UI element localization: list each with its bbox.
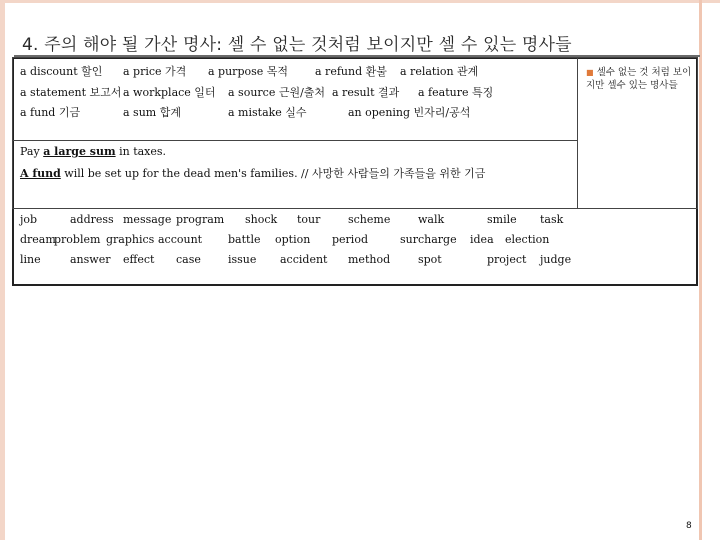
grid-word: walk — [418, 213, 445, 226]
grid-word: account — [158, 233, 203, 246]
grid-word: message — [123, 213, 172, 226]
grid-word: effect — [123, 253, 155, 266]
example-sentence-1: Pay a large sum in taxes. — [20, 145, 167, 158]
grid-word: case — [176, 253, 201, 266]
noun-item: a workplace 일터 — [123, 86, 216, 99]
grid-word: issue — [228, 253, 257, 266]
grid-word: dream — [20, 233, 56, 246]
noun-item: a relation 관계 — [400, 65, 479, 78]
grid-word: election — [505, 233, 550, 246]
noun-item: a mistake 실수 — [228, 106, 307, 119]
side-note-text: 셀수 없는 것 처럼 보이지만 셀수 있는 명사들 — [586, 67, 692, 91]
grid-word: surcharge — [400, 233, 457, 246]
noun-item: a statement 보고서 — [20, 86, 122, 99]
noun-item: a sum 합계 — [123, 106, 181, 119]
highlighted-phrase: A fund — [20, 167, 61, 180]
page-number: 8 — [686, 521, 692, 531]
grid-word: address — [70, 213, 114, 226]
grid-word: problem — [54, 233, 101, 246]
grid-word: project — [487, 253, 527, 266]
grid-word: period — [332, 233, 368, 246]
noun-item: a refund 환불 — [315, 65, 387, 78]
example-sentence-2: A fund will be set up for the dead men's families. // 사망한 사람들의 가족들을 위한 기금 — [20, 167, 486, 180]
noun-item: a fund 기금 — [20, 106, 81, 119]
grid-word: tour — [297, 213, 321, 226]
slide-title: 4. 주의 해야 될 가산 명사: 셀 수 없는 것처럼 보이지만 셀 수 있는 명사들 — [22, 35, 572, 55]
side-note — [586, 66, 692, 92]
grid-word: answer — [70, 253, 111, 266]
grid-word: spot — [418, 253, 442, 266]
grid-word: scheme — [348, 213, 391, 226]
bullet-icon: ■ — [586, 68, 594, 77]
grid-word: idea — [470, 233, 494, 246]
highlighted-phrase: a large sum — [43, 145, 116, 158]
noun-item: a discount 할인 — [20, 65, 103, 78]
grid-word: smile — [487, 213, 517, 226]
grid-word: option — [275, 233, 311, 246]
grid-word: task — [540, 213, 564, 226]
noun-item: a source 근원/출처 — [228, 86, 326, 99]
grid-word: battle — [228, 233, 261, 246]
left-frame-bar — [0, 0, 5, 540]
grid-word: method — [348, 253, 391, 266]
grid-word: graphics — [106, 233, 155, 246]
grid-word: shock — [245, 213, 278, 226]
top-frame-bar — [0, 0, 720, 3]
noun-item: a feature 특징 — [418, 86, 494, 99]
grid-word: program — [176, 213, 225, 226]
grid-word: judge — [540, 253, 572, 266]
noun-item: a price 가격 — [123, 65, 187, 78]
grid-word: job — [20, 213, 38, 226]
grid-word: line — [20, 253, 41, 266]
grid-word: accident — [280, 253, 328, 266]
noun-item: an opening 빈자리/공석 — [348, 106, 471, 119]
noun-item: a result 결과 — [332, 86, 400, 99]
right-frame-bar — [699, 0, 702, 540]
noun-item: a purpose 목적 — [208, 65, 289, 78]
